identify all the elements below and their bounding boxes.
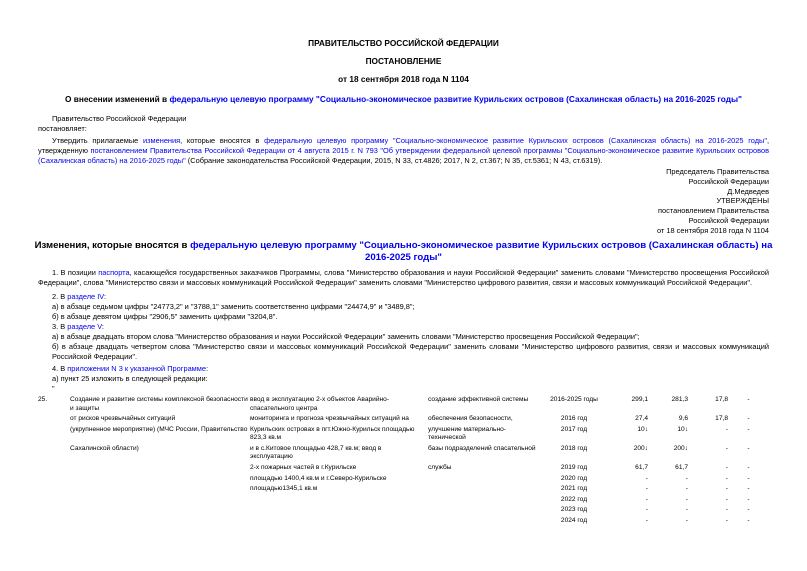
event-goal-cell xyxy=(428,506,540,517)
period-cell: 2018 год xyxy=(560,444,588,452)
extra-amount-cell: - xyxy=(747,444,750,452)
section-iv-link[interactable]: разделе IV xyxy=(67,292,104,301)
changes-heading xyxy=(30,240,777,264)
event-goal-cell xyxy=(428,496,540,507)
paragraph-approve xyxy=(38,136,769,166)
approve-text-a: Утвердить прилагаемые xyxy=(52,136,144,145)
event-name-cell: (укрупненное мероприятие) (МЧС России, Правительство xyxy=(70,425,248,433)
signature-line-1: Председатель Правительства xyxy=(666,167,769,176)
table-row xyxy=(38,426,769,445)
intro-line-2: постановляет: xyxy=(38,123,87,133)
federal-amount-cell: 9,6 xyxy=(678,415,688,423)
item-3 xyxy=(38,322,769,362)
approve-text-c: , утвержденную xyxy=(38,136,770,155)
extra-amount-cell: - xyxy=(747,396,750,403)
event-description-cell: площадью 1400,4 кв.м и г.Северо-Курильске xyxy=(250,474,387,482)
event-description-cell: площадью1345,1 кв.м xyxy=(250,485,318,493)
section-v-link[interactable]: разделе V xyxy=(67,322,102,331)
item-3-heading xyxy=(38,322,769,332)
table-row xyxy=(38,396,769,415)
changes-heading-prefix: Изменения, которые вносятся в xyxy=(34,240,191,251)
item-2 xyxy=(38,292,769,322)
intro-line-1: Правительство Российской Федерации xyxy=(52,114,187,123)
approval-line-2: постановлением Правительства xyxy=(658,205,769,215)
period-cell: 2023 год xyxy=(560,506,588,514)
row-number-cell xyxy=(38,475,70,486)
document-type: ПОСТАНОВЛЕНИЕ xyxy=(365,56,442,66)
item-2-text-a: 2. В xyxy=(52,292,68,301)
item-2a: а) в абзаце седьмом цифры "24773,2" и "3788,1" заменить соответственно цифрами "24474,9" и "3489,8"; xyxy=(52,301,415,311)
period-cell: 2019 год xyxy=(560,463,588,471)
row-number-cell: 25. xyxy=(38,396,48,403)
event-goal-cell: улучшение материально-технической xyxy=(428,425,506,442)
document-title xyxy=(30,94,777,105)
total-amount-cell: - xyxy=(645,495,648,503)
event-name-cell: Сахалинской области) xyxy=(70,444,139,452)
signature-line-3: Д.Медведев xyxy=(727,186,769,196)
item-3-text-b: : xyxy=(101,322,104,331)
event-goal-cell: базы подразделений спасательной xyxy=(428,444,536,452)
item-2-heading xyxy=(38,292,769,302)
item-3-text-a: 3. В xyxy=(52,322,68,331)
regional-amount-cell: - xyxy=(725,485,728,493)
extra-amount-cell: - xyxy=(747,415,750,423)
row-number-cell xyxy=(38,506,70,517)
total-amount-cell: - xyxy=(645,516,648,524)
event-description-cell xyxy=(250,517,428,528)
event-description-cell xyxy=(250,506,428,517)
item-4-text-a: 4. В xyxy=(52,364,68,373)
item-4-heading xyxy=(38,364,769,374)
federal-amount-cell: 200↓ xyxy=(673,444,688,452)
event-description-cell: Курильских островах в пгт.Южно-Курильск площадью 823,3 кв.м xyxy=(250,425,415,442)
regional-amount-cell: - xyxy=(725,495,728,503)
item-1-text-b: , касающейся государственных заказчиков Программы, слова "Министерство образования и науки Российской Федерации" заменить словами "Министерство просвещения Российской Федерации", слова "Министерство связи и массовых коммуникаций Российской Федерации" заменить словами "Министерство цифрового развития, связи и массовых коммуникаций Российской Федерации". xyxy=(38,268,769,287)
row-number-cell xyxy=(38,464,70,475)
passport-link[interactable]: паспорта xyxy=(98,268,130,277)
federal-amount-cell: - xyxy=(685,516,688,524)
regional-amount-cell: - xyxy=(725,463,728,471)
table-row xyxy=(38,445,769,464)
total-amount-cell: 200↓ xyxy=(633,444,648,452)
extra-amount-cell: - xyxy=(747,463,750,471)
government-header: ПРАВИТЕЛЬСТВО РОССИЙСКОЙ ФЕДЕРАЦИИ xyxy=(308,38,499,48)
total-amount-cell: 10↓ xyxy=(637,425,648,433)
table-row xyxy=(38,415,769,426)
approve-text-b: , которые вносятся в xyxy=(180,136,265,145)
event-name-cell: от рисков чрезвычайных ситуаций xyxy=(70,415,176,423)
federal-amount-cell: - xyxy=(685,474,688,482)
federal-amount-cell: - xyxy=(685,485,688,493)
approval-block xyxy=(569,196,769,236)
program-table xyxy=(38,396,769,527)
changes-link[interactable]: изменения xyxy=(143,136,181,145)
period-cell: 2017 год xyxy=(560,425,588,433)
table-row xyxy=(38,517,769,528)
document-date-number: от 18 сентября 2018 года N 1104 xyxy=(338,74,469,84)
regional-amount-cell: 17,8 xyxy=(715,396,728,403)
item-4 xyxy=(38,364,769,394)
event-name-cell: Создание и развитие системы комплексной безопасности и защиты xyxy=(70,396,248,412)
item-4-text-b: : xyxy=(205,364,209,373)
resolution-793-link[interactable]: постановлением Правительства Российской Федерации от 4 августа 2015 г. N 793 "Об утверждении федеральной целевой программы "Социально-экономическое развитие Курильских островов (Сахалинская область) на 2016-2025 годы" xyxy=(38,145,770,165)
table-row xyxy=(38,464,769,475)
signature-line-2: Российской Федерации xyxy=(688,176,769,186)
federal-amount-cell: - xyxy=(685,495,688,503)
total-amount-cell: 61,7 xyxy=(635,463,648,471)
item-3b: б) в абзаце двадцать четвертом слова "Министерство связи и массовых коммуникаций Российской Федерации" заменить словами "Министерство цифрового развития, связи и массовых коммуникаций Российской Федерации". xyxy=(52,341,769,361)
event-name-cell xyxy=(70,517,250,528)
period-cell: 2021 год xyxy=(560,485,588,493)
event-goal-cell: создание эффективной системы xyxy=(428,396,529,403)
approval-line-4: от 18 сентября 2018 года N 1104 xyxy=(657,225,769,235)
table-row xyxy=(38,475,769,486)
total-amount-cell: - xyxy=(645,474,648,482)
item-1 xyxy=(38,268,769,288)
regional-amount-cell: - xyxy=(725,425,728,433)
event-name-cell xyxy=(70,485,250,496)
extra-amount-cell: - xyxy=(747,474,750,482)
period-cell: 2020 год xyxy=(560,474,588,482)
regional-amount-cell: - xyxy=(725,444,728,452)
extra-amount-cell: - xyxy=(747,425,750,433)
period-cell: 2016-2025 годы xyxy=(550,396,598,403)
total-amount-cell: 299,1 xyxy=(631,396,648,403)
quote-mark: " xyxy=(52,383,55,393)
total-amount-cell: - xyxy=(645,485,648,493)
row-number-cell xyxy=(38,485,70,496)
event-name-cell xyxy=(70,506,250,517)
extra-amount-cell: - xyxy=(747,485,750,493)
event-goal-cell xyxy=(428,517,540,528)
title-prefix: О внесении изменений в xyxy=(65,94,170,104)
table-row xyxy=(38,485,769,496)
total-amount-cell: - xyxy=(645,506,648,514)
event-goal-cell xyxy=(428,475,540,486)
total-amount-cell: 27,4 xyxy=(635,415,648,423)
event-name-cell xyxy=(70,496,250,507)
event-description-cell xyxy=(250,496,428,507)
table-body xyxy=(38,396,769,527)
regional-amount-cell: - xyxy=(725,506,728,514)
item-4a: а) пункт 25 изложить в следующей редакции: xyxy=(52,373,208,383)
event-goal-cell: службы xyxy=(428,463,452,471)
federal-amount-cell: 61,7 xyxy=(675,463,688,471)
event-description-cell: 2-х пожарных частей в г.Курильске xyxy=(250,463,357,471)
extra-amount-cell: - xyxy=(747,516,750,524)
table-row xyxy=(38,506,769,517)
event-goal-cell xyxy=(428,485,540,496)
approval-line-1: УТВЕРЖДЕНЫ xyxy=(716,196,769,205)
federal-amount-cell: 281,3 xyxy=(671,396,688,403)
extra-amount-cell: - xyxy=(747,495,750,503)
federal-amount-cell: 10↓ xyxy=(677,425,688,433)
period-cell: 2022 год xyxy=(560,495,588,503)
item-3a: а) в абзаце двадцать втором слова "Министерство образования и науки Российской Федерации" заменить словами "Министерство просвещения Российской Федерации"; xyxy=(52,331,640,341)
appendix-3-link[interactable]: приложении N 3 к указанной Программе xyxy=(67,364,206,373)
signature-block xyxy=(569,167,769,197)
approve-text-d: (Собрание законодательства Российской Федерации, 2015, N 33, ст.4826; 2017, N 2, ст.367; N 35, ст.5361; N 43, ст.6319). xyxy=(185,155,603,165)
event-goal-cell: обеспечения безопасности, xyxy=(428,415,513,423)
row-number-cell xyxy=(38,445,70,464)
changes-heading-program-link[interactable]: федеральную целевую программу "Социально-экономическое развитие Курильских островов (Сахалинская область) на 2016-2025 годы" xyxy=(190,240,773,263)
item-2-text-b: : xyxy=(103,292,106,301)
title-program-link[interactable]: федеральную целевую программу "Социально-экономическое развитие Курильских островов (Сахалинская область) на 2016-2025 годы" xyxy=(169,94,742,104)
event-name-cell xyxy=(70,475,250,486)
event-name-cell xyxy=(70,464,250,475)
regional-amount-cell: - xyxy=(725,516,728,524)
period-cell: 2024 год xyxy=(560,516,588,524)
event-description-cell: ввод в эксплуатацию 2-х объектов Аварийно-спасательного центра xyxy=(250,396,390,412)
row-number-cell xyxy=(38,415,70,426)
regional-amount-cell: 17,8 xyxy=(715,415,728,423)
event-description-cell: и в с.Китовое площадью 428,7 кв.м; ввод в эксплуатацию xyxy=(250,444,382,461)
intro-block xyxy=(38,114,769,134)
table-row xyxy=(38,496,769,507)
period-cell: 2016 год xyxy=(560,415,588,423)
program-link[interactable]: федеральную целевую программу "Социально-экономическое развитие Курильских островов (Сахалинская область) на 2016-2025 годы" xyxy=(264,136,767,145)
row-number-cell xyxy=(38,496,70,507)
item-1-text-a: 1. В позиции xyxy=(52,268,99,277)
approval-line-3: Российской Федерации xyxy=(688,215,769,225)
regional-amount-cell: - xyxy=(725,474,728,482)
event-description-cell: мониторинга и прогноза чрезвычайных ситуаций на xyxy=(250,415,409,423)
row-number-cell xyxy=(38,517,70,528)
extra-amount-cell: - xyxy=(747,506,750,514)
row-number-cell xyxy=(38,426,70,445)
federal-amount-cell: - xyxy=(685,506,688,514)
item-2b: б) в абзаце девятом цифры "2906,5" заменить цифрами "3204,8". xyxy=(52,311,278,321)
